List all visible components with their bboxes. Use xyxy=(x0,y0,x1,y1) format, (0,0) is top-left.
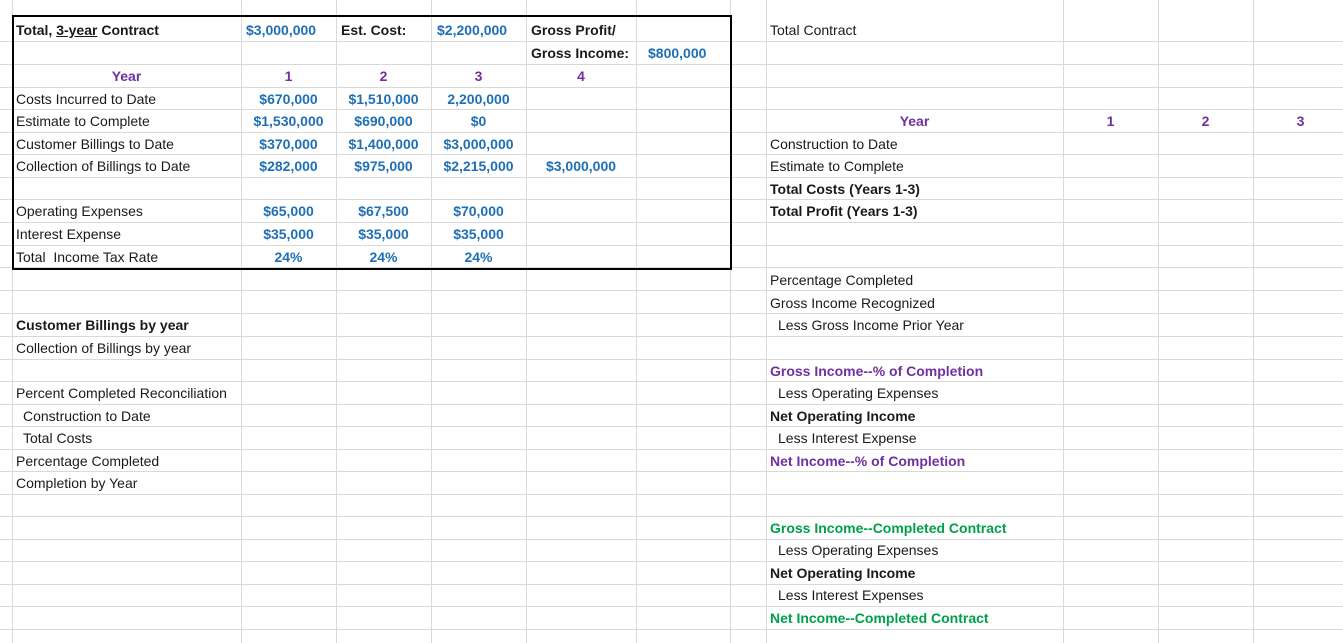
completion-by-year-label[interactable]: Completion by Year xyxy=(16,475,138,491)
total-contract-value[interactable]: $3,000,000 xyxy=(246,22,317,38)
right-estimate-label[interactable]: Estimate to Complete xyxy=(770,158,904,174)
right-total-profit-label[interactable]: Total Profit (Years 1-3) xyxy=(770,203,918,219)
right-gi-recognized-label[interactable]: Gross Income Recognized xyxy=(770,295,935,311)
gross-income-value[interactable]: $800,000 xyxy=(648,45,707,61)
gridline xyxy=(0,336,1343,337)
billings-by-year-label[interactable]: Customer Billings by year xyxy=(16,317,189,333)
total-contract-label[interactable] xyxy=(16,19,159,41)
gridline xyxy=(0,426,1343,427)
right-year-1-header[interactable]: 1 xyxy=(1106,113,1115,129)
estimate-to-complete-label[interactable]: Estimate to Complete xyxy=(16,113,150,129)
operating-expenses-y3[interactable]: $70,000 xyxy=(453,203,504,219)
gridline xyxy=(0,494,1343,495)
right-less-op-exp-2-label[interactable]: Less Operating Expenses xyxy=(778,542,939,558)
right-less-gi-prior-label[interactable]: Less Gross Income Prior Year xyxy=(778,317,964,333)
collection-billings-y2[interactable]: $975,000 xyxy=(354,158,413,174)
costs-incurred-y3[interactable]: 2,200,000 xyxy=(447,91,510,107)
collection-billings-y1[interactable]: $282,000 xyxy=(259,158,318,174)
pct-reconciliation-label[interactable]: Percent Completed Reconciliation xyxy=(16,385,227,401)
tax-rate-y3[interactable]: 24% xyxy=(464,249,493,265)
costs-incurred-y1[interactable]: $670,000 xyxy=(259,91,318,107)
right-gi-cc-label[interactable]: Gross Income--Completed Contract xyxy=(770,520,1007,536)
gridline xyxy=(0,359,1343,360)
right-net-op-income-2-label[interactable]: Net Operating Income xyxy=(770,565,916,581)
gridline xyxy=(0,471,1343,472)
right-construction-label[interactable]: Construction to Date xyxy=(770,136,898,152)
gross-income-label[interactable]: Gross Income: xyxy=(531,45,630,61)
operating-expenses-y1[interactable]: $65,000 xyxy=(263,203,314,219)
gridline xyxy=(1253,0,1254,643)
gridline xyxy=(0,561,1343,562)
right-less-interest-2-label[interactable]: Less Interest Expenses xyxy=(778,587,924,603)
total-label-suffix: Contract xyxy=(97,22,159,38)
customer-billings-y1[interactable]: $370,000 xyxy=(259,136,318,152)
recon-total-costs-label[interactable]: Total Costs xyxy=(23,430,93,446)
customer-billings-y2[interactable]: $1,400,000 xyxy=(348,136,419,152)
right-ni-cc-label[interactable]: Net Income--Completed Contract xyxy=(770,610,989,626)
estimate-to-complete-y1[interactable]: $1,530,000 xyxy=(253,113,324,129)
year-header[interactable]: Year xyxy=(111,68,142,84)
operating-expenses-label[interactable]: Operating Expenses xyxy=(16,203,143,219)
gridline xyxy=(766,0,767,643)
gridline xyxy=(0,584,1343,585)
gridline xyxy=(0,449,1343,450)
right-gi-pct-label[interactable]: Gross Income--% of Completion xyxy=(770,363,984,379)
interest-expense-y1[interactable]: $35,000 xyxy=(263,226,314,242)
est-cost-value[interactable]: $2,200,000 xyxy=(437,22,508,38)
right-percentage-label[interactable]: Percentage Completed xyxy=(770,272,914,288)
operating-expenses-y2[interactable]: $67,500 xyxy=(358,203,409,219)
collection-billings-label[interactable]: Collection of Billings to Date xyxy=(16,158,191,174)
right-ni-pct-label[interactable]: Net Income--% of Completion xyxy=(770,453,966,469)
collection-billings-y3[interactable]: $2,215,000 xyxy=(443,158,514,174)
right-less-op-exp-1-label[interactable]: Less Operating Expenses xyxy=(778,385,939,401)
interest-expense-y2[interactable]: $35,000 xyxy=(358,226,409,242)
right-less-interest-1-label[interactable]: Less Interest Expense xyxy=(778,430,917,446)
recon-percentage-label[interactable]: Percentage Completed xyxy=(16,453,160,469)
gridline xyxy=(0,606,1343,607)
gridline xyxy=(0,516,1343,517)
gridline xyxy=(0,539,1343,540)
right-total-costs-label[interactable]: Total Costs (Years 1-3) xyxy=(770,181,920,197)
gridline xyxy=(0,404,1343,405)
collection-billings-y4[interactable]: $3,000,000 xyxy=(545,158,617,174)
est-cost-label[interactable]: Est. Cost: xyxy=(341,22,407,38)
gridline xyxy=(0,629,1343,630)
estimate-to-complete-y2[interactable]: $690,000 xyxy=(354,113,413,129)
gridline xyxy=(1158,0,1159,643)
right-net-op-income-1-label[interactable]: Net Operating Income xyxy=(770,408,916,424)
costs-incurred-label[interactable]: Costs Incurred to Date xyxy=(16,91,157,107)
gross-profit-label[interactable]: Gross Profit/ xyxy=(531,22,616,38)
right-year-header[interactable]: Year xyxy=(899,113,930,129)
year-2-header[interactable]: 2 xyxy=(379,68,388,84)
year-3-header[interactable]: 3 xyxy=(474,68,483,84)
year-4-header[interactable]: 4 xyxy=(577,68,585,84)
total-contract-right-label[interactable]: Total Contract xyxy=(770,22,857,38)
interest-expense-y3[interactable]: $35,000 xyxy=(453,226,504,242)
costs-incurred-y2[interactable]: $1,510,000 xyxy=(348,91,419,107)
estimate-to-complete-y3[interactable]: $0 xyxy=(470,113,487,129)
interest-expense-label[interactable]: Interest Expense xyxy=(16,226,122,242)
gridline xyxy=(0,290,1343,291)
gridline xyxy=(0,313,1343,314)
gridline xyxy=(1063,0,1064,643)
right-year-3-header[interactable]: 3 xyxy=(1296,113,1305,129)
recon-construction-label[interactable]: Construction to Date xyxy=(23,408,151,424)
collection-by-year-label[interactable]: Collection of Billings by year xyxy=(16,340,192,356)
tax-rate-y2[interactable]: 24% xyxy=(369,249,398,265)
tax-rate-y1[interactable]: 24% xyxy=(274,249,303,265)
tax-rate-label[interactable]: Total Income Tax Rate xyxy=(16,249,159,265)
year-1-header[interactable]: 1 xyxy=(284,68,293,84)
right-year-2-header[interactable]: 2 xyxy=(1201,113,1210,129)
customer-billings-y3[interactable]: $3,000,000 xyxy=(443,136,514,152)
total-label-prefix: Total, xyxy=(16,22,57,38)
total-label-underlined: 3-year xyxy=(56,22,98,38)
customer-billings-label[interactable]: Customer Billings to Date xyxy=(16,136,174,152)
